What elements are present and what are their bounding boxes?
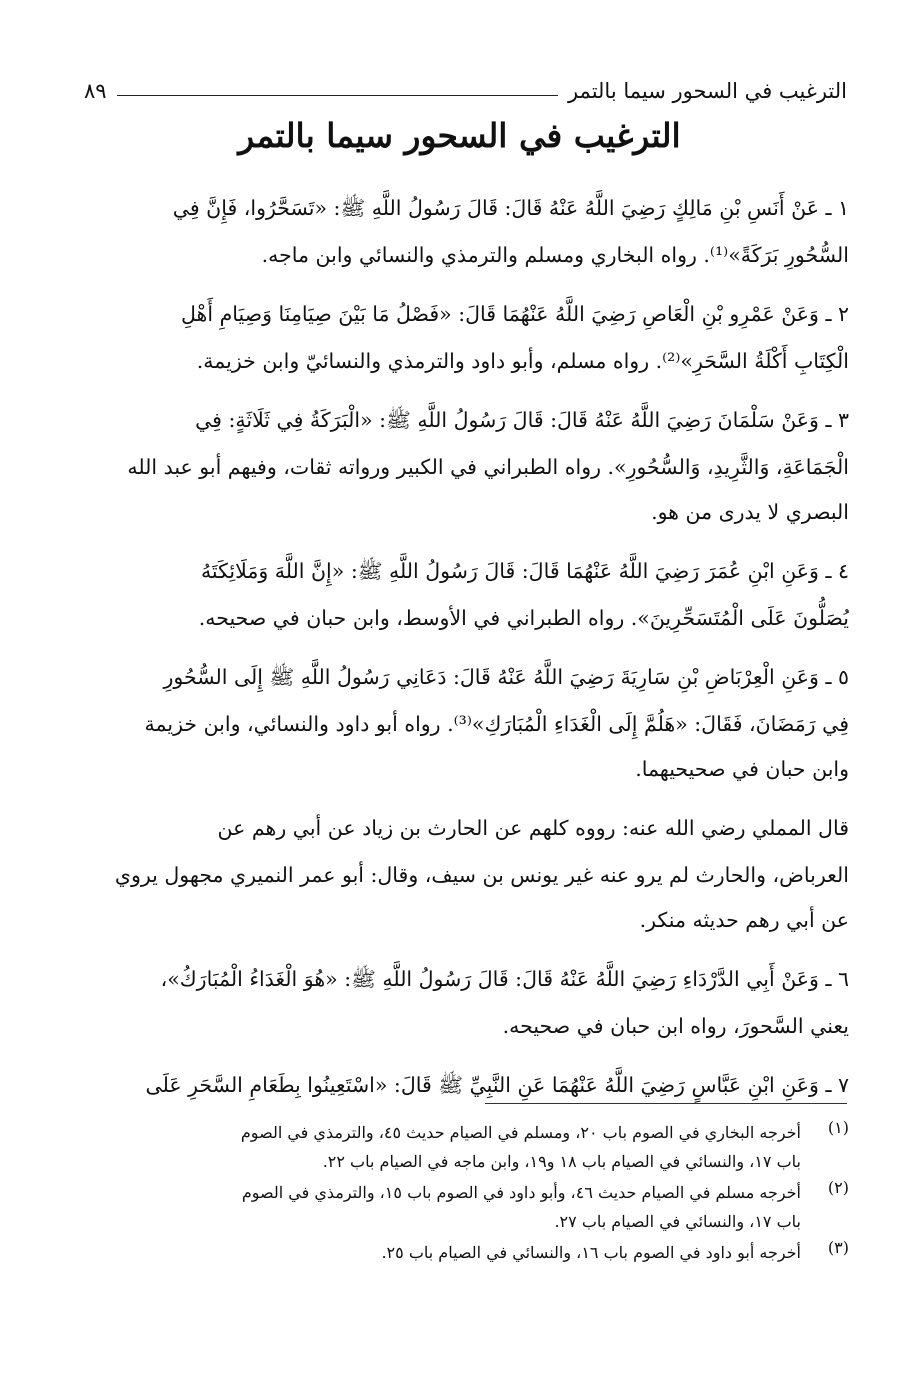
footnote-number: (٢): [827, 1178, 849, 1197]
text-line: قال المملي رضي الله عنه: رووه كلهم عن الحارث بن زياد عن أبي رهم عن: [217, 816, 849, 840]
text-line: ٥ ـ وَعَنِ الْعِرْبَاضِ بْنِ سَارِيَةَ رَضِيَ اللَّهُ عَنْهُ قَالَ: دَعَانِي رَسُولُ اللَّهِ ﷺ إِلَى السُّحُورِ: [163, 665, 849, 689]
text-line: فِي رَمَضَانَ، فَقَالَ: «هَلُمَّ إِلَى الْغَدَاءِ الْمُبَارَكِ»⁽³⁾. رواه أبو داود والنسائي، وابن خزيمة: [144, 712, 849, 736]
footnote-line: أخرجه مسلم في الصيام حديث ٤٦، وأبو داود في الصوم باب ١٥، والترمذي في الصوم: [241, 1183, 801, 1202]
text-line: السُّحُورِ بَرَكَةً»⁽¹⁾. رواه البخاري ومسلم والترمذي والنسائي وابن ماجه.: [261, 243, 849, 267]
footnote-separator: [485, 1103, 847, 1104]
text-line: ٦ ـ وَعَنْ أَبِي الدَّرْدَاءِ رَضِيَ اللَّهُ عَنْهُ قَالَ: قَالَ رَسُولُ اللَّهِ ﷺ: «هُوَ الْغَدَاءُ الْمُبَارَكُ»،: [160, 967, 849, 991]
text-line: ٢ ـ وَعَنْ عَمْرِو بْنِ الْعَاصِ رَضِيَ اللَّهُ عَنْهُمَا قَالَ: «فَصْلُ مَا بَيْنَ صِيَامِنَا وَصِيَامِ أَهْلِ: [181, 302, 849, 326]
footnote-2: [80, 1178, 849, 1236]
footnote-3: [80, 1238, 849, 1267]
text-line: العرباض، والحارث لم يرو عنه غير يونس بن سيف، وقال: أبو عمر النميري مجهول يروي: [114, 863, 849, 887]
text-line: الْجَمَاعَةِ، وَالثَّرِيدِ، وَالسُّحُورِ». رواه الطبراني في الكبير ورواته ثقات، وفيهم أبو عبد الله: [127, 455, 849, 479]
hadith-entry-1: [78, 178, 849, 278]
text-line: ٣ ـ وَعَنْ سَلْمَانَ رَضِيَ اللَّهُ عَنْهُ قَالَ: قَالَ رَسُولُ اللَّهِ ﷺ: «الْبَرَكَةُ فِي ثَلَاثَةٍ: فِي: [195, 408, 849, 432]
text-line: ٧ ـ وَعَنِ ابْنِ عَبَّاسٍ رَضِيَ اللَّهُ عَنْهُمَا عَنِ النَّبِيِّ ﷺ قَالَ: «اسْتَعِينُوا بِطَعَامِ السَّحَرِ عَلَى: [145, 1073, 849, 1097]
footnote-1: [80, 1118, 849, 1176]
text-line: ١ ـ عَنْ أَنَسِ بْنِ مَالِكٍ رَضِيَ اللَّهُ عَنْهُ قَالَ: قَالَ رَسُولُ اللَّهِ ﷺ: «تَسَحَّرُوا، فَإِنَّ فِي: [172, 196, 849, 220]
text-line: عن أبي رهم حديثه منكر.: [639, 908, 849, 932]
text-line: ٤ ـ وَعَنِ ابْنِ عُمَرَ رَضِيَ اللَّهُ عَنْهُمَا قَالَ: قَالَ رَسُولُ اللَّهِ ﷺ: «إِنَّ اللَّهَ وَمَلَائِكَتَهُ: [200, 559, 849, 583]
hadith-entry-6: [78, 949, 849, 1049]
footnote-line: أخرجه البخاري في الصوم باب ٢٠، ومسلم في الصيام حديث ٤٥، والترمذي في الصوم: [240, 1123, 801, 1142]
text-line: البصري لا يدرى من هو.: [651, 500, 849, 524]
chapter-title: الترغيب في السحور سيما بالتمر: [238, 116, 681, 155]
footnote-line: باب ١٧، والنسائي في الصيام باب ١٨ و١٩، وابن ماجه في الصيام باب ٢٢.: [322, 1152, 801, 1171]
footnote-number: (٣): [827, 1238, 849, 1257]
text-line: يُصَلُّونَ عَلَى الْمُتَسَحِّرِينَ». رواه الطبراني في الأوسط، وابن حبان في صحيحه.: [198, 606, 849, 630]
hadith-entry-2: [78, 284, 849, 384]
hadith-entry-4: [78, 541, 849, 641]
text-line: وابن حبان في صحيحيهما.: [635, 757, 849, 781]
running-header: [84, 72, 847, 102]
footnote-number: (١): [827, 1118, 849, 1137]
text-line: الْكِتَابِ أَكْلَةُ السَّحَرِ»⁽²⁾. رواه مسلم، وأبو داود والترمذي والنسائيّ وابن خزيمة.: [196, 349, 849, 373]
footnote-line: أخرجه أبو داود في الصوم باب ١٦، والنسائي في الصيام باب ٢٥.: [381, 1243, 801, 1262]
main-text: [78, 178, 849, 1110]
author-comment: [78, 798, 849, 943]
footnotes: [80, 1118, 849, 1269]
hadith-entry-5: [78, 647, 849, 792]
hadith-entry-3: [78, 390, 849, 535]
text-line: يعني السَّحورَ، رواه ابن حبان في صحيحه.: [502, 1014, 849, 1038]
page-number: ٨٩: [84, 79, 107, 103]
hadith-entry-7: [78, 1055, 849, 1110]
header-rule: [117, 95, 558, 96]
footnote-line: باب ١٧، والنسائي في الصيام باب ٢٧.: [554, 1212, 801, 1231]
running-title: الترغيب في السحور سيما بالتمر: [567, 79, 847, 103]
